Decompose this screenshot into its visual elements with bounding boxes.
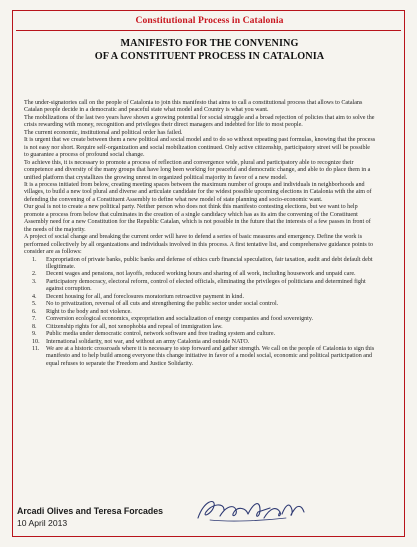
list-number: 2. xyxy=(32,271,37,278)
manifesto-body xyxy=(24,100,376,368)
list-text: Decent wages and pensions, not layoffs, reduced working hours and sharing of all work, including housework and unpaid care. xyxy=(46,271,356,278)
list-text: Decent housing for all, and foreclosures moratorium retroactive payment in kind. xyxy=(46,293,244,300)
authors: Arcadi Olives and Teresa Forcades xyxy=(17,506,164,516)
date: 10 April 2013 xyxy=(17,518,68,528)
list-number: 8. xyxy=(32,323,37,330)
list-number: 11. xyxy=(32,345,40,352)
list-item xyxy=(24,316,376,323)
list-text: International solidarity, not war, and without an army Catalonia and outside NATO. xyxy=(46,338,250,345)
list-item xyxy=(24,331,376,338)
list-number: 6. xyxy=(32,308,37,315)
list-number: 9. xyxy=(32,331,37,338)
list-text: No to privatization, reversal of all cuts and strengthening the public sector under social control. xyxy=(46,301,279,308)
paragraph: The mobilizations of the last two years have shown a growing potential for social struggle and a broad rejection of policies that aim to solve the crisis rewarding with money, recognition and privileges their direct managers and indebted for life to most people. xyxy=(24,114,375,129)
list-number: 5. xyxy=(32,301,37,308)
paragraph: It is urgent that we create between them a new political and social model and to do so without repeating past formulas, knowing that the process is not easy nor short. Require self-organization and social mobilization continued. Only active citizenship, participatory street will be possible to guarantee a process of profound social change. xyxy=(24,137,376,159)
paragraph: Our goal is not to create a new political party. Neither person who does not think this manifesto contesting elections, but we want to help promote a process from below that culminates in the creation of a single candidacy which has as its aim the convening of the Constituent Assembly need for a new Constitution for the Republic Catalan, which is not possible in the future that the interests of a few passes in front of the needs of the majority. xyxy=(24,204,371,233)
measures-list xyxy=(24,257,376,369)
list-item xyxy=(24,324,376,331)
list-text: Public media under democratic control, network software and free trading system and culture. xyxy=(46,331,276,338)
list-text: Expropriation of private banks, public banks and defense of ethics curb financial speculation, fair taxation, audit and debt default debt illegitimate. xyxy=(46,256,373,270)
list-item xyxy=(24,301,376,308)
list-number: 1. xyxy=(32,256,37,263)
paragraph: To achieve this, it is necessary to promote a process of reflection and convergence wide, plural and participatory able to recognize their competence and diversity of the many groups that have long been working for peaceful and democratic change, and able to do place them in a unified platform that crystallizes the growing unrest in organized political majority in favor of a new model. xyxy=(24,159,371,181)
organization-title: Constitutional Process in Catalonia xyxy=(135,15,284,26)
list-text: Right to the body and not violence. xyxy=(46,308,132,315)
manifesto-title-line-1: MANIFESTO FOR THE CONVENING xyxy=(120,38,299,49)
list-item xyxy=(24,279,376,294)
handwritten-signature xyxy=(190,492,310,528)
list-text: Citizenship rights for all, not xenophobia and repeal of immigration law. xyxy=(46,323,223,330)
list-item xyxy=(24,257,376,272)
manifesto-title-line-2: OF A CONSTITUENT PROCESS IN CATALONIA xyxy=(94,51,325,62)
list-item xyxy=(24,346,376,368)
list-item xyxy=(24,339,376,346)
paragraph: A project of social change and breaking the current order will have to defend a series of basic measures and emergency. Define the work is performed collectively by all organizations and individuals involved in this process. A first tentative list, and comprehensive guidance points to consider are as follows: xyxy=(24,234,374,256)
paragraph: The current economic, institutional and political order has failed. xyxy=(24,129,183,136)
list-item xyxy=(24,271,376,278)
list-number: 7. xyxy=(32,316,37,323)
paragraph: The under-signatories call on the people of Catalonia to join this manifesto that aims to call a constitutional process that allows to Catalans Catalan people decide in a democratic and peaceful state what model and Country is what you want. xyxy=(24,100,363,114)
list-number: 3. xyxy=(32,278,37,285)
list-text: Conversion ecological economics, expropriation and socialization of energy companies and food sovereignty. xyxy=(46,316,314,323)
list-number: 4. xyxy=(32,293,37,300)
paragraph: It is a process initiated from below, creating meeting spaces between the maximum number of groups and individuals in neighborhoods and villages, to build a new tool plural and diverse and articulate candidate for the widest possible upcoming elections in Catalonia with the aim of defending the convening of a Constituent Assembly to define what new model of state planning and socio-economic want. xyxy=(24,181,372,203)
list-number: 10. xyxy=(32,338,40,345)
list-text: We are at a historic crossroads where it is necessary to step forward and gather strength. We call on the people of Catalonia to sign this manifesto and to help build among everyone this change initiative in favor of a model social, economic and political participation and equal refuses to separate the Freedom and Justice Solidarity. xyxy=(46,345,375,367)
list-text: Participatory democracy, electoral reform, control of elected officials, eliminating the privileges of politicians and determined fight against corruption. xyxy=(46,278,366,293)
title-divider xyxy=(16,30,401,31)
